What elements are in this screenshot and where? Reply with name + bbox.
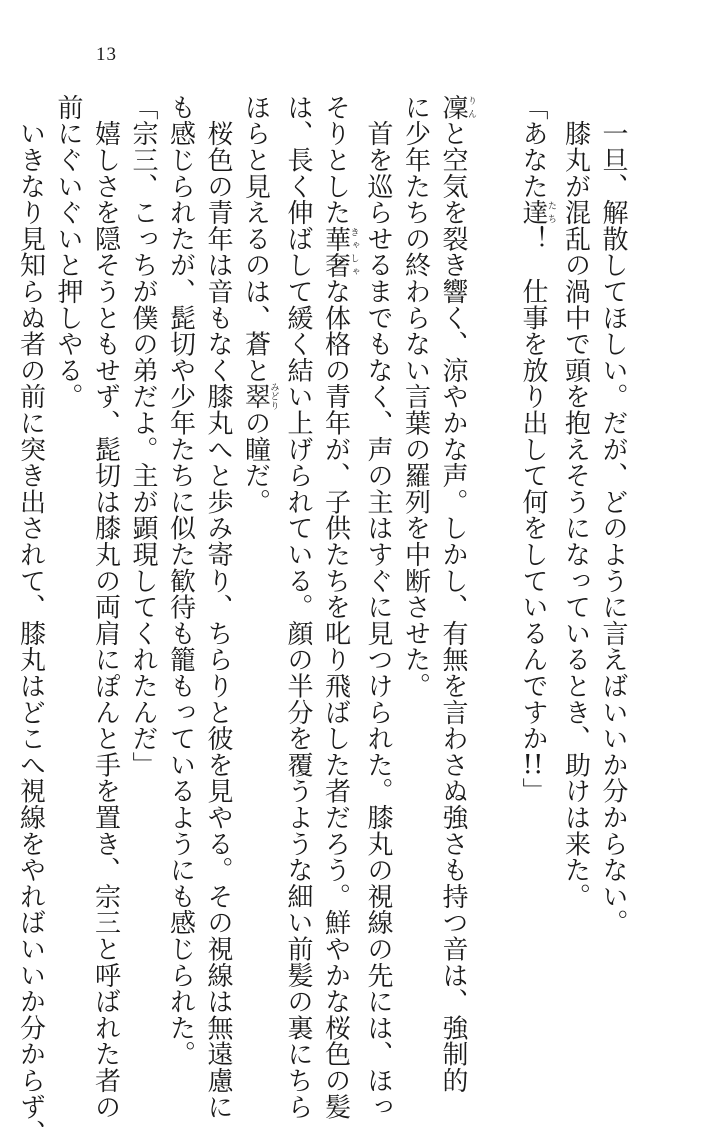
text-line	[199, 94, 237, 1120]
text-segment: ほらと見えるのは、蒼と	[240, 94, 271, 384]
ruby-reading: きゃしゃ	[348, 225, 359, 279]
text-line	[359, 94, 397, 1120]
text-segment: 嬉しさを隠そうともせず、髭切は膝丸の両肩にぽんと手を置き、宗三と呼ばれた者の	[90, 94, 121, 1120]
ruby-annotation	[320, 225, 359, 279]
text-segment: 一旦、解散してほしい。だが、どのように言えばいいか分からない。	[598, 94, 628, 936]
page-number: 13	[96, 44, 117, 65]
text-segment: な体格の青年が、子供たちを叱り飛ばした者だろう。鮮やかな桜色の髪	[320, 278, 351, 1120]
ruby-base: 凜	[438, 94, 468, 121]
text-segment: 膝丸が混乱の渦中で頭を抱えそうになっているとき、助けは来た。	[560, 94, 591, 910]
text-line	[161, 94, 199, 1068]
text-segment: 首を巡らせるまでもなく、声の主はすぐに見つけられた。膝丸の視線の先には、ほっ	[363, 94, 393, 1120]
text-segment: 前にぐいぐいと押しやる。	[53, 94, 83, 410]
vertical-text-body	[11, 94, 631, 1146]
text-line	[434, 94, 477, 1094]
text-segment: そりとした	[320, 94, 351, 226]
text-segment: 「あなた	[518, 94, 548, 200]
ruby-annotation	[438, 94, 476, 121]
text-line	[316, 94, 359, 1120]
ruby-annotation	[518, 199, 556, 226]
ruby-annotation	[240, 382, 279, 411]
text-line	[476, 94, 514, 994]
text-line	[556, 94, 594, 994]
ruby-base: 達	[518, 199, 548, 226]
ruby-reading: たち	[546, 199, 556, 226]
ruby-reading: みどり	[268, 382, 279, 411]
text-segment: 桜色の青年は音もなく膝丸へと歩み寄り、ちらりと彼を見やる。その視線は無遠慮に	[203, 94, 233, 1120]
text-segment: も感じられたが、髭切や少年たちに似た歓待も籠もっているようにも感じられた。	[165, 94, 196, 1068]
text-segment: の瞳だ。	[240, 409, 271, 515]
text-line	[236, 94, 279, 994]
text-line	[279, 94, 317, 1120]
ruby-base: 翠	[240, 382, 271, 411]
text-line	[49, 94, 87, 994]
text-line	[11, 94, 49, 1146]
text-line	[124, 94, 162, 994]
text-segment: 「宗三、こっちが僕の弟だよ。主が顕現してくれたんだ」	[128, 94, 158, 778]
text-segment	[481, 94, 511, 120]
text-segment: 」	[518, 777, 548, 804]
text-line	[514, 94, 557, 994]
text-line	[86, 94, 124, 1120]
text-line	[594, 94, 632, 994]
text-segment: ！ 仕事を放り出して何をしているんですか	[518, 225, 548, 752]
text-line	[396, 94, 434, 994]
upright-punctuation: !!	[522, 751, 544, 778]
text-segment: いきなり見知らぬ者の前に突き出されて、膝丸はどこへ視線をやればいいか分からず、	[15, 94, 46, 1146]
ruby-reading: りん	[466, 94, 476, 121]
text-segment: と空気を裂き響く、涼やかな声。しかし、有無を言わさぬ強さも持つ音は、強制的	[438, 120, 468, 1094]
text-segment: は、長く伸ばして緩く結い上げられている。顔の半分を覆うような細い前髪の裏にちら	[283, 94, 313, 1120]
ruby-base: 華奢	[320, 225, 351, 279]
text-segment: に少年たちの終わらない言葉の羅列を中断させた。	[400, 94, 431, 699]
